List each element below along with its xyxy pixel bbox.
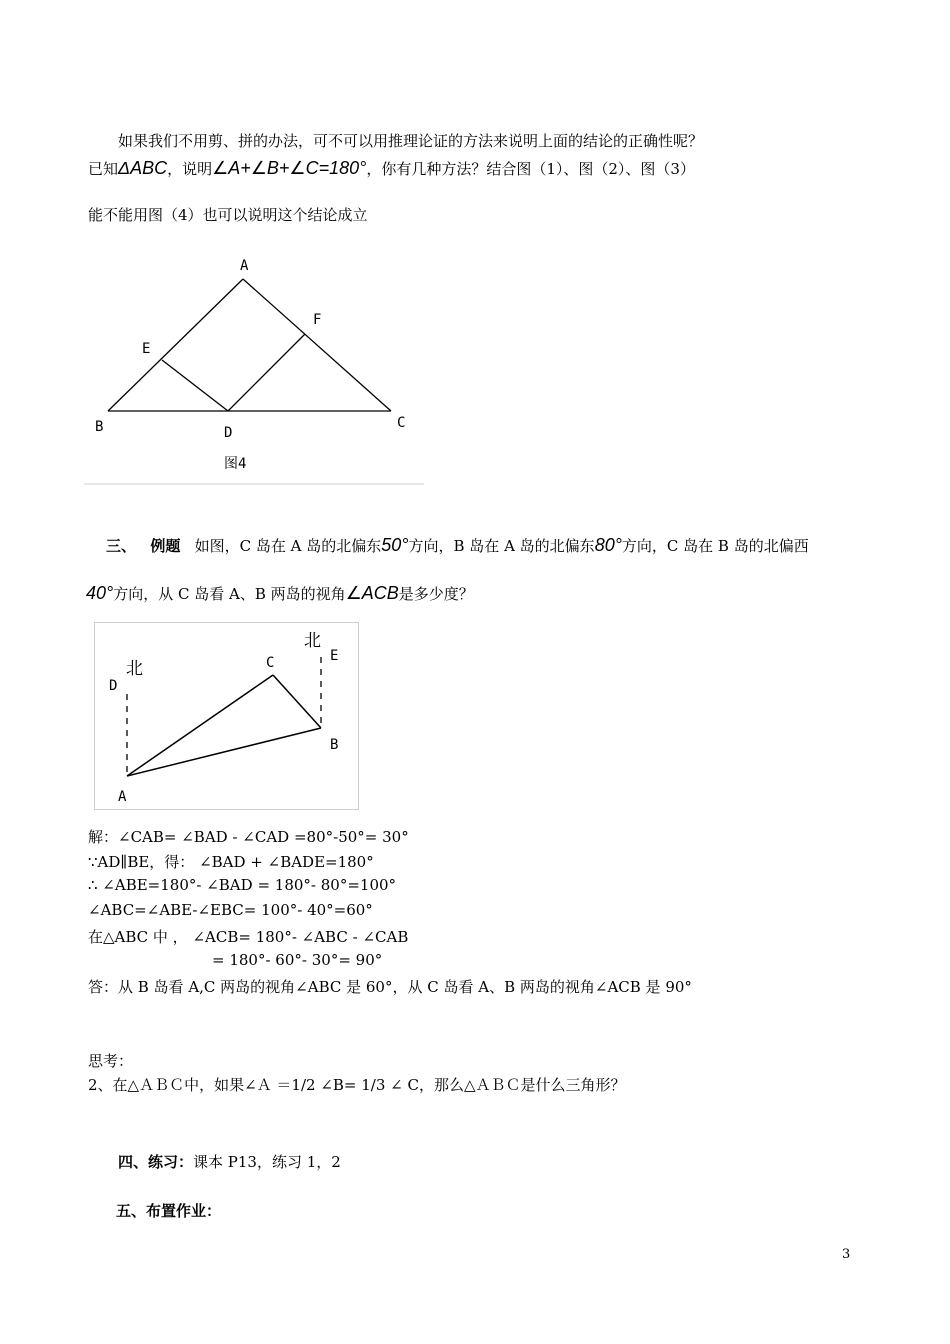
angle-40: 40° [86,583,114,603]
label-north-a: 北 [126,659,143,679]
triangle-abc: ΔABC [118,158,168,178]
solution-line-5: 在△ABC 中 ， ∠ACB= 180°- ∠ABC - ∠CAB [88,928,409,946]
homework-label: 五、布置作业： [116,1202,222,1220]
edge-ba [108,279,243,411]
label-north-b: 北 [304,631,321,651]
angle-50: 50° [381,535,409,555]
label-c: C [266,655,275,671]
angle-sum-equation: ∠A+∠B+∠C=180° [212,158,367,178]
intro-suffix: ，你有几种方法？结合图（1）、图（2）、图（3） [366,160,695,178]
label-c: C [397,415,406,431]
label-a: A [118,789,127,805]
intro-mid: ，说明 [167,160,213,178]
think-question: 2、在△ＡＢＣ中，如果∠Ａ ＝1/2 ∠B= 1/3 ∠ C，那么△ＡＢＣ是什么三角形？ [88,1076,626,1094]
label-e: E [330,648,339,664]
example-line-1 [106,535,809,556]
figure-islands [94,622,362,814]
label-e: E [142,341,151,357]
solution-line-2: ∵AD∥BE，得： ∠BAD + ∠BADE=180° [88,853,374,871]
intro-line-3: 能不能用图（4）也可以说明这个结论成立 [88,206,368,224]
example-text-4: 方向，从 C 岛看 A、B 两岛的视角 [113,585,346,603]
label-f: F [313,312,322,328]
practice-label: 四、练习： [118,1153,194,1171]
example-line-2 [86,583,474,604]
example-text-2: 方向，B 岛在 A 岛的北偏东 [408,537,595,555]
practice-text: 课本 P13，练习 1，2 [193,1153,341,1171]
angle-acb: ∠ACB [345,583,399,603]
think-label: 思考： [88,1052,134,1070]
figure-4 [84,248,424,488]
intro-prefix: 已知 [88,160,119,178]
label-d: D [224,425,233,441]
segment-ac [127,675,273,776]
solution-answer: 答：从 B 岛看 A,C 两岛的视角∠ABC 是 60°，从 C 岛看 A、B 两岛的视角∠ACB 是 90° [88,978,692,996]
solution-line-6: = 180°- 60°- 30°= 90° [212,951,383,969]
edge-ac [243,279,391,411]
practice-line [118,1151,341,1172]
intro-line-1: 如果我们不用剪、拼的办法，可不可以用推理论证的方法来说明上面的结论的正确性呢？ [118,132,704,150]
segment-cb [273,675,321,728]
solution-line-3: ∴ ∠ABE=180°- ∠BAD = 180°- 80°=100° [88,876,397,894]
page-number: 3 [842,1247,851,1262]
angle-80: 80° [594,535,622,555]
segment-ab [127,728,321,776]
label-b: B [95,419,104,435]
label-a: A [240,258,249,274]
example-section-number: 三、 [106,537,137,555]
example-section-title: 例题 [150,537,181,555]
example-text-3: 方向，C 岛在 B 岛的北偏西 [621,537,809,555]
solution-line-4: ∠ABC=∠ABE-∠EBC= 100°- 40°=60° [88,901,373,919]
segment-df [228,334,305,411]
example-text-5: 是多少度？ [398,585,474,603]
label-b: B [330,737,339,753]
intro-line-2 [88,158,695,179]
solution-line-1: 解：∠CAB= ∠BAD - ∠CAD =80°-50°= 30° [88,828,409,846]
example-text-1: 如图，C 岛在 A 岛的北偏东 [194,537,382,555]
segment-ed [162,360,228,411]
figure-caption: 图4 [224,456,247,472]
label-d: D [109,678,118,694]
